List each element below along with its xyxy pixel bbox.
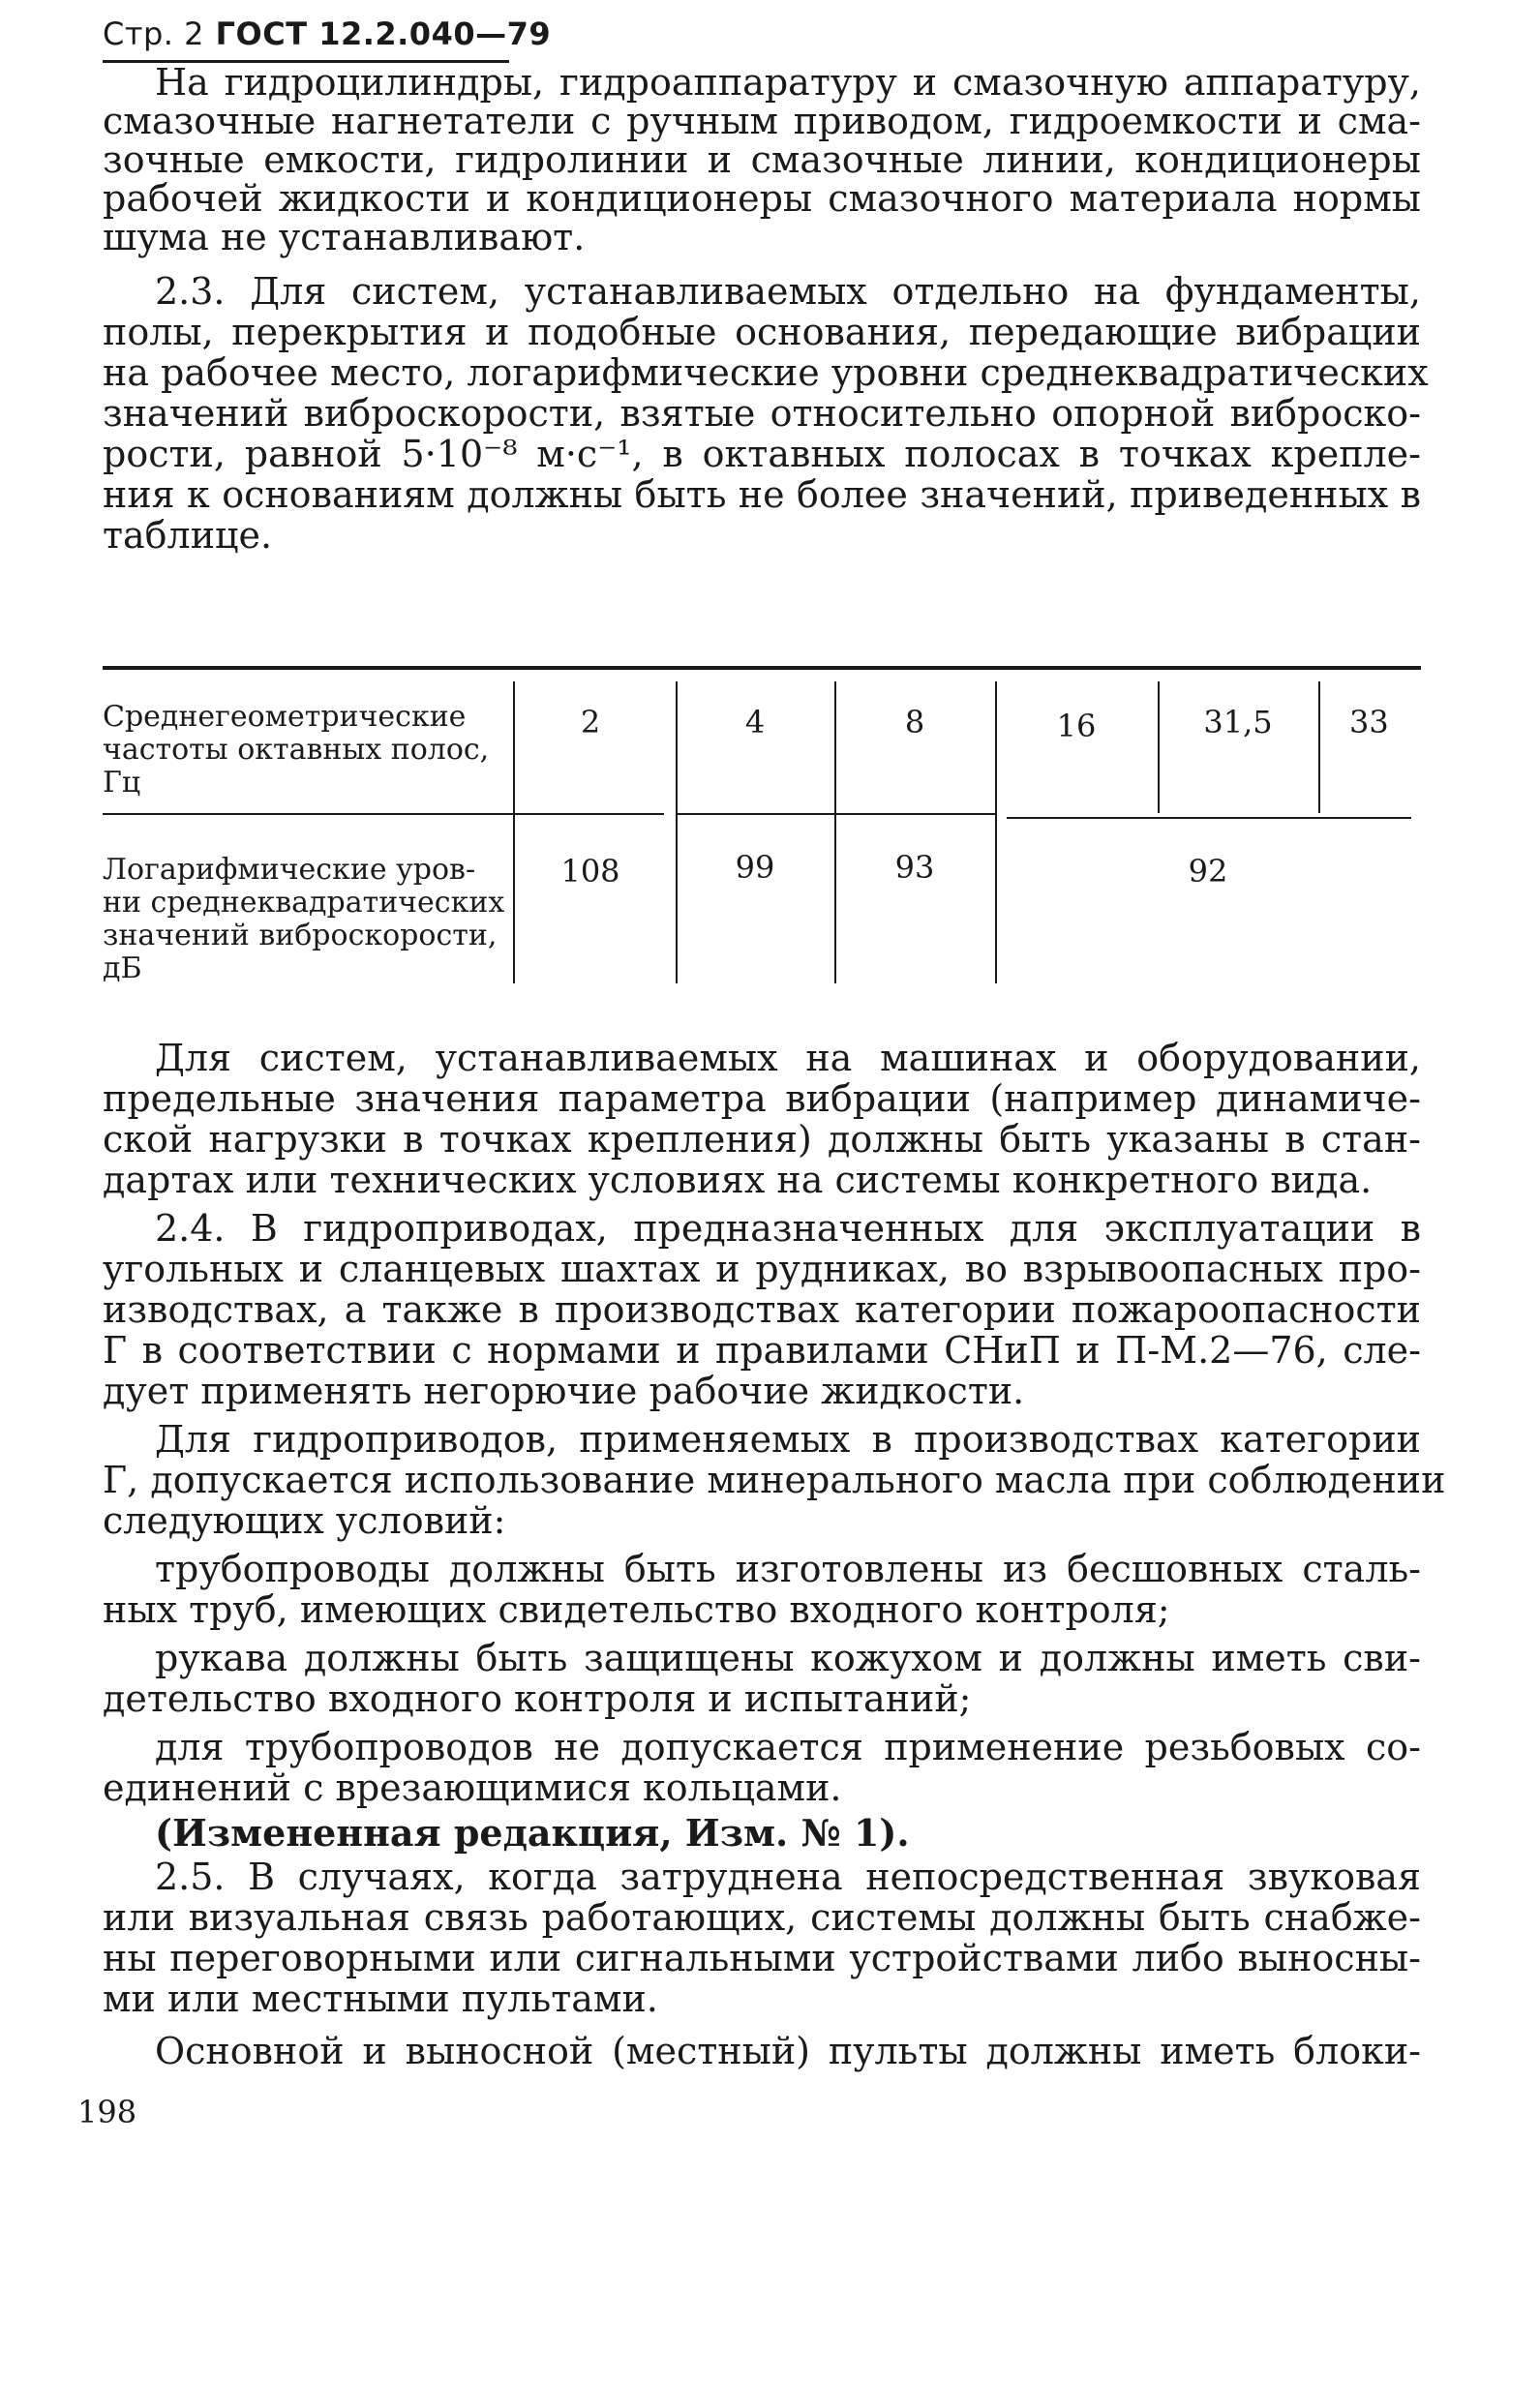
text-line: на рабочее место, логарифмические уровни среднеквадратических [103,351,1429,394]
table-frequency-cell: 33 [1349,704,1389,740]
text-line: Для гидроприводов, применяемых в производствах категории [155,1418,1421,1461]
table-col-divider [1318,681,1320,813]
text-line: предельные значения параметра вибрации (например динамиче- [103,1077,1421,1120]
page-header [103,15,552,63]
text-line: ской нагрузки в точках крепления) должны быть указаны в стан- [103,1118,1421,1161]
table-label-line: значений виброскорости, [103,919,498,952]
table-label-line: Логарифмические уров- [103,853,476,887]
text-line: 2.3. Для систем, устанавливаемых отдельно на фундаменты, [155,270,1421,313]
table-top-rule [103,666,1421,670]
text-line: зочные емкости, гидролинии и смазочные линии, кондиционеры [103,138,1421,181]
text-line: или визуальная связь работающих, системы должны быть снабже- [103,1896,1421,1939]
text-line: 2.5. В случаях, когда затруднена непосредственная звуковая [155,1856,1421,1898]
text-line: трубопроводы должны быть изготовлены из бесшовных сталь- [155,1548,1421,1590]
table-level-cell: 93 [894,849,935,886]
text-line: рости, равной 5·10⁻⁸ м·с⁻¹, в октавных полосах в точках крепле- [103,433,1421,475]
amendment-note: (Измененная редакция, Изм. № 1). [155,1811,910,1855]
table-col-divider [1158,681,1160,813]
text-line: значений виброскорости, взятые относительно опорной виброско- [103,392,1421,435]
table-label-line: Гц [103,766,141,800]
table-label-line: частоты октавных полос, [103,733,490,767]
table-frequency-cell: 2 [580,704,601,740]
text-line: следующих условий: [103,1499,506,1542]
table-frequency-cell: 16 [1056,708,1097,744]
text-line: дартах или технических условиях на системы конкретного вида. [103,1159,1373,1201]
text-line: рукава должны быть защищены кожухом и должны иметь сви- [155,1637,1421,1679]
table-frequency-cell: 31,5 [1203,704,1273,740]
page-header-code: ГОСТ 12.2.040—79 [215,15,552,52]
text-line: полы, перекрытия и подобные основания, передающие вибрации [103,311,1421,353]
table-row-divider [103,813,664,815]
table-level-cell: 108 [560,853,620,890]
text-line: детельство входного контроля и испытаний; [103,1677,972,1720]
text-line: Г в соответствии с нормами и правилами СНиП и П-М.2—76, сле- [103,1329,1421,1372]
text-line: угольных и сланцевых шахтах и рудниках, во взрывоопасных про- [103,1248,1421,1290]
text-line: дует применять негорючие рабочие жидкости. [103,1370,1025,1412]
text-line: ния к основаниям должны быть не более значений, приведенных в [103,473,1421,516]
text-line: шума не устанавливают. [103,216,586,258]
text-line: изводствах, а также в производствах категории пожароопасности [103,1288,1421,1331]
table-row-divider [678,813,997,815]
text-line: Г, допускается использование минерального масла при соблюдении [103,1459,1446,1501]
text-line: рабочей жидкости и кондиционеры смазочного материала нормы [103,177,1421,220]
table-level-cell: 99 [735,849,775,886]
table-label-line: ни среднеквадратических [103,886,505,920]
text-line: единений с врезающимися кольцами. [103,1766,842,1809]
text-line: 2.4. В гидроприводах, предназначенных для эксплуатации в [155,1207,1421,1250]
table-level-cell: 92 [1188,853,1228,890]
text-line: Для систем, устанавливаемых на машинах и оборудовании, [155,1037,1421,1079]
table-frequency-cell: 8 [904,704,925,740]
page-header-prefix: Стр. 2 [103,15,204,52]
text-line: ны переговорными или сигнальными устройствами либо выносны- [103,1937,1421,1979]
page-number: 198 [77,2094,137,2130]
text-line: смазочные нагнетатели с ручным приводом, гидроемкости и сма- [103,100,1421,142]
text-line: для трубопроводов не допускается применение резьбовых со- [155,1726,1421,1768]
text-line: ми или местными пультами. [103,1977,658,2020]
text-line: На гидроцилиндры, гидроаппаратуру и смазочную аппаратуру, [155,61,1421,104]
table-frequency-cell: 4 [744,704,766,740]
text-line: Основной и выносной (местный) пульты должны иметь блоки- [155,2030,1421,2072]
table-label-line: дБ [103,951,142,985]
table-label-line: Среднегеометрические [103,700,467,734]
text-line: ных труб, имеющих свидетельство входного контроля; [103,1588,1170,1631]
text-line: таблице. [103,514,273,557]
table-row-divider [1007,817,1411,819]
